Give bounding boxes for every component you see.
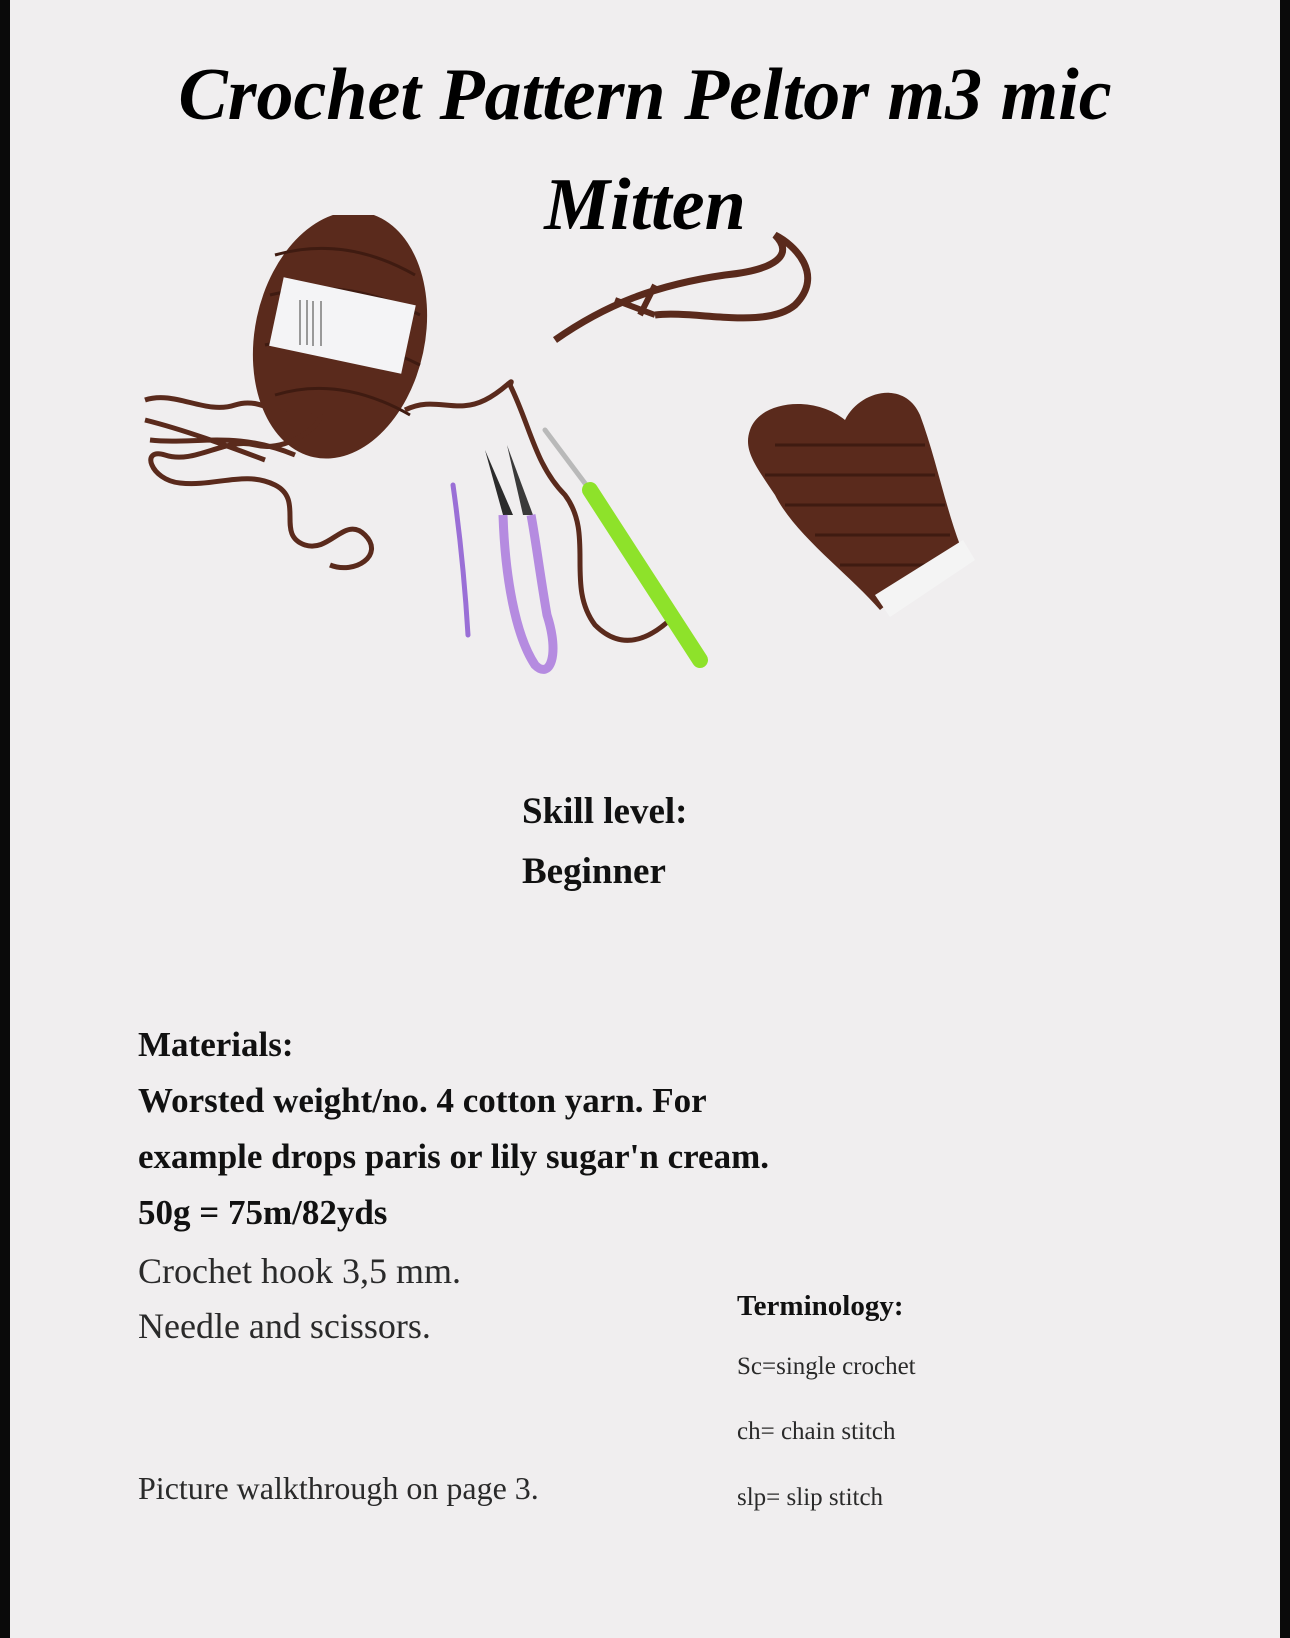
title-line-1: Crochet Pattern Peltor m3 mic xyxy=(178,54,1112,136)
skill-level-label: Skill level: xyxy=(522,791,688,832)
materials-line: Needle and scissors. xyxy=(138,1306,431,1346)
materials-line: 50g = 75m/82yds xyxy=(138,1193,388,1232)
yarn-needle-icon xyxy=(453,485,468,635)
terminology-item: slp= slip stitch xyxy=(737,1484,884,1511)
pattern-page xyxy=(10,0,1280,1638)
skill-level-value: Beginner xyxy=(522,851,666,892)
materials-line: Crochet hook 3,5 mm. xyxy=(138,1251,461,1291)
mitten-icon xyxy=(748,393,975,617)
yarn-strand-top xyxy=(555,235,808,340)
terminology-heading: Terminology: xyxy=(737,1290,904,1322)
terminology-item: Sc=single crochet xyxy=(737,1353,916,1380)
title-line-2: Mitten xyxy=(544,164,746,246)
materials-photo xyxy=(135,215,1035,695)
materials-heading: Materials: xyxy=(138,1025,294,1064)
materials-line: example drops paris or lily sugar'n cream. xyxy=(138,1137,769,1176)
terminology-item: ch= chain stitch xyxy=(737,1418,896,1445)
walkthrough-note: Picture walkthrough on page 3. xyxy=(138,1470,539,1506)
materials-line: Worsted weight/no. 4 cotton yarn. For xyxy=(138,1081,707,1120)
crochet-hook-icon xyxy=(545,430,700,660)
scissors-icon xyxy=(485,445,553,669)
yarn-ball-icon xyxy=(231,215,449,475)
